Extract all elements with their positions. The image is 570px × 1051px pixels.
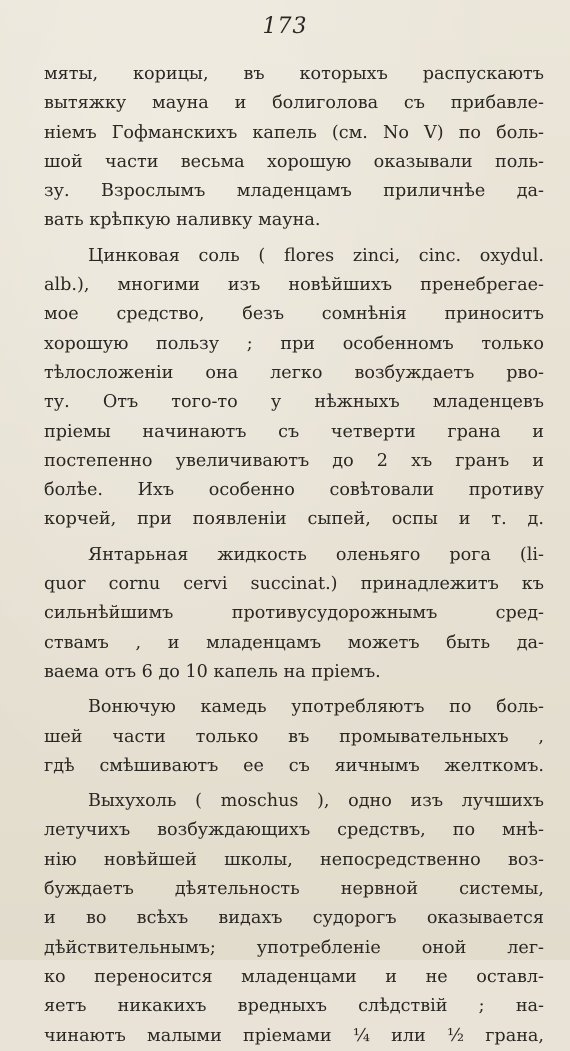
text-line: буждаетъ дѣятельность нервной системы, <box>44 879 544 900</box>
text-line: чинаютъ малыми пріемами ¼ или ½ грана, <box>44 1025 544 1046</box>
text-line: зу. Взрослымъ младенцамъ приличнѣе да- <box>44 181 544 202</box>
paragraph-continuation <box>44 60 544 236</box>
paragraph-musk <box>44 787 544 1051</box>
text-line: ніемъ Гофманскихъ капель (см. No V) по боль- <box>44 122 544 143</box>
text-line: Вонючую камедь употребляютъ по боль- <box>88 697 544 718</box>
text-line: болѣе. Ихъ особенно совѣтовали противу <box>44 480 544 501</box>
text-line: Янтарьная жидкость оленьяго рога (li- <box>88 544 544 565</box>
text-line: шей части только въ промывательныхъ , <box>44 726 544 747</box>
paragraph-zinc <box>44 242 544 535</box>
text-line: и во всѣхъ видахъ судорогъ оказывается <box>44 908 544 929</box>
text-line: постепенно увеличиваютъ до 2 хъ гранъ и <box>44 450 544 471</box>
page-body <box>44 60 544 1051</box>
text-line: дѣйствительнымъ; употребленіе оной лег- <box>44 937 544 958</box>
paragraph-amber <box>44 541 544 687</box>
text-line: корчей, при появленіи сыпей, оспы и т. д. <box>44 509 544 530</box>
text-line: вытяжку мауна и болиголова съ прибавле- <box>44 93 544 114</box>
text-line: Цинковая соль ( flores zinci, cinc. oxydul. <box>88 245 544 266</box>
text-line: мое средство, безъ сомнѣнія приноситъ <box>44 304 544 325</box>
paragraph-asafoetida <box>44 693 544 781</box>
text-line: ко переносится младенцами и не оставл- <box>44 966 544 987</box>
text-line: пріемы начинаютъ съ четверти грана и <box>44 421 544 442</box>
text-line: яетъ никакихъ вредныхъ слѣдствій ; на- <box>44 996 544 1017</box>
text-line: alb.), многими изъ новѣйшихъ пренебрегае- <box>44 275 544 296</box>
text-line: тѣлосложеніи она легко возбуждаетъ рво- <box>44 362 544 383</box>
text-line: quor cornu cervi succinat.) принадлежитъ къ <box>44 574 544 595</box>
text-line: ваема отъ 6 до 10 капель на пріемъ. <box>44 661 381 682</box>
text-line: летучихъ возбуждающихъ средствъ, по мнѣ- <box>44 820 544 841</box>
text-line: сильнѣйшимъ противусудорожнымъ сред- <box>44 603 544 624</box>
text-line: ствамъ , и младенцамъ можетъ быть да- <box>44 632 544 653</box>
text-line: гдѣ смѣшиваютъ ее съ яичнымъ желткомъ. <box>44 755 544 776</box>
page-number: 173 <box>262 14 308 39</box>
text-line: мяты, корицы, въ которыхъ распускаютъ <box>44 64 544 84</box>
text-line: вать крѣпкую наливку мауна. <box>44 210 321 231</box>
text-line: Выхухоль ( moschus ), одно изъ лучшихъ <box>88 791 544 812</box>
text-line: хорошую пользу ; при особенномъ только <box>44 333 544 354</box>
text-line: ту. Отъ того-то у нѣжныхъ младенцевъ <box>44 392 544 413</box>
text-line: шой части весьма хорошую оказывали поль- <box>44 151 544 172</box>
text-line: нію новѣйшей школы, непосредственно воз- <box>44 849 544 870</box>
